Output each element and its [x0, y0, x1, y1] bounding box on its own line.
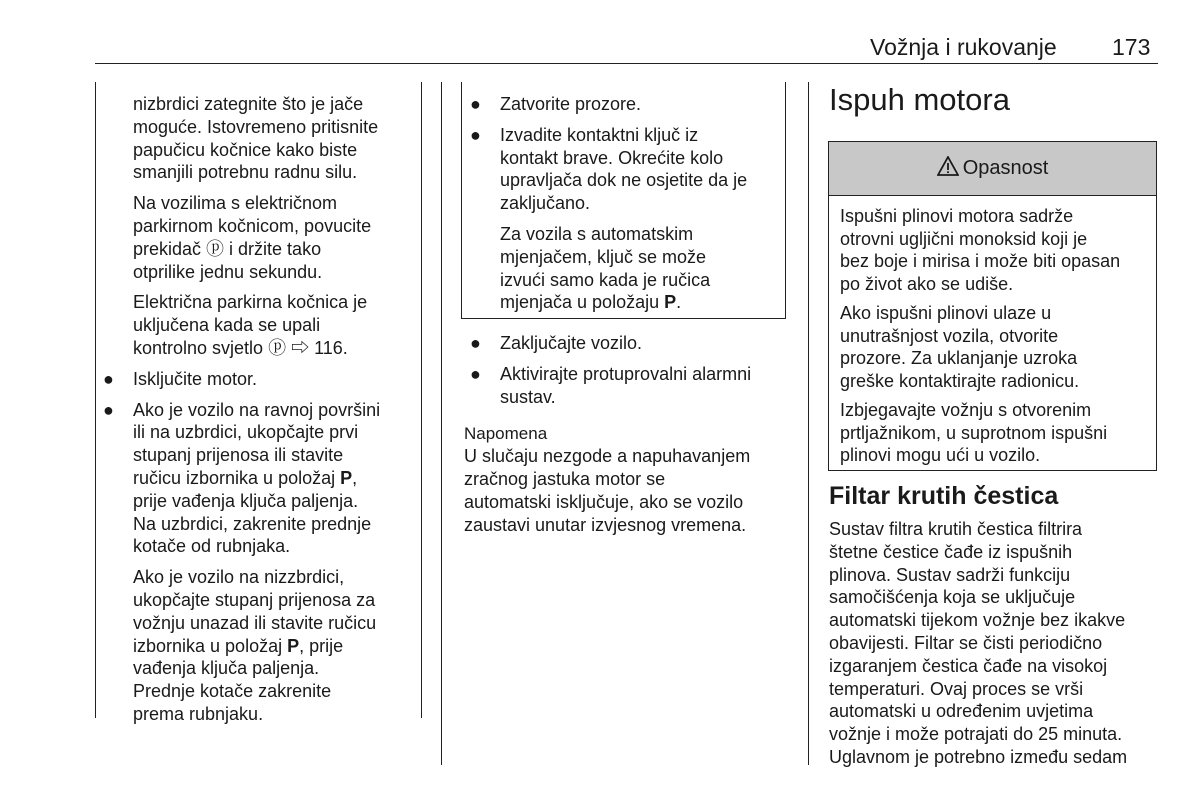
- warning-paragraph: Ispušni plinovi motora sadrže otrovni ugljični monoksid koji je bez boje i mirisa i može biti opasan po život ako se udiše.: [840, 206, 1121, 294]
- column-2: [464, 93, 794, 537]
- warning-icon: [937, 156, 959, 182]
- warning-box: [828, 141, 1157, 471]
- page-number: 173: [1112, 34, 1151, 60]
- list-item: ● Isključite motor.: [103, 368, 258, 389]
- bullet-icon: ●: [103, 399, 114, 420]
- bullet-icon: ●: [470, 333, 481, 354]
- column-1: [97, 93, 417, 734]
- warning-title: Opasnost: [962, 157, 1049, 179]
- section-heading: Ispuh motora: [829, 82, 1010, 117]
- list-item: ● Zatvorite prozore.: [470, 94, 642, 114]
- paragraph-automatic-key: Za vozila s automatskim mjenjačem, ključ se može izvući samo kada je ručica mjenjača u položaju P.: [500, 223, 711, 313]
- paragraph-electric-parking-brake: Na vozilima s električnom parkirnom kočnicom, povucite prekidač ⓟ i držite tako otprilike jednu sekundu.: [133, 193, 372, 282]
- paragraph-control-light: Električna parkirna kočnica je uključena kada se upali kontrolno svjetlo ⓟ ⇨ 116.: [133, 292, 368, 358]
- warning-paragraph: Ako ispušni plinovi ulaze u unutrašnjost vozila, otvorite prozore. Za uklanjanje uzroka greške kontaktirajte radionicu.: [840, 303, 1080, 391]
- list-item: ● Izvadite kontaktni ključ iz kontakt brave. Okrećite kolo upravljača dok ne osjetite da je zaključano.: [470, 124, 748, 214]
- list-item: ● Zaključajte vozilo.: [470, 333, 643, 354]
- bullet-icon: ●: [470, 363, 481, 384]
- warning-paragraph: Izbjegavajte vožnju s otvorenim prtljažnikom, u suprotnom ispušni plinovi mogu ući u vozilo.: [840, 400, 1108, 465]
- column-divider-left: [95, 82, 96, 718]
- paragraph-downhill-reverse: Ako je vozilo na nizzbrdici, ukopčajte stupanj prijenosa za vožnju unazad ili stavite ručicu izbornika u položaj P, prije vađenja ključa paljenja. Prednje kotače zakrenite prema rubnjaku.: [133, 567, 377, 724]
- paragraph-downhill-brake: nizbrdici zategnite što je jače moguće. Istovremeno pritisnite papučicu kočnice kako biste smanjili potrebnu radnu silu.: [133, 94, 379, 183]
- particle-filter-text: Sustav filtra krutih čestica filtrira štetne čestice čađe iz ispušnih plinova. Sustav sadrži funkciju samočišćenja koja se uključuje automatski tijekom vožnje bez ikakve obavijesti. Filtar se čisti periodično izgaranjem čestica čađe na visokoj temperaturi. Ovaj proces se vrši automatski u određenim uvjetima vožnje i može potrajati do 25 minuta. Uglavnom je potrebno između sedam: [829, 519, 1128, 767]
- box-left-border: [461, 82, 462, 319]
- note-title: Napomena: [464, 423, 548, 443]
- column-divider-middle: [441, 82, 442, 765]
- list-item: ● Ako je vozilo na ravnoj površini ili na uzbrdici, ukopčajte prvi stupanj prijenosa ili stavite ručicu izbornika u položaj P, prije vađenja ključa paljenja. Na uzbrdici, zakrenite prednje kotače od rubnjaka.: [103, 399, 381, 557]
- bullet-icon: ●: [103, 368, 114, 389]
- column-divider-box-left: [421, 82, 422, 718]
- header-rule: [95, 63, 1158, 64]
- page-header-title: Vožnja i rukovanje: [870, 34, 1057, 60]
- note-text: U slučaju nezgode a napuhavanjem zračnog jastuka motor se automatski isključuje, ako se vozilo zaustavi unutar izvjesnog vremena.: [464, 446, 751, 535]
- bullet-icon: ●: [470, 94, 481, 114]
- column-divider-right: [808, 82, 809, 765]
- bullet-icon: ●: [470, 124, 481, 145]
- subsection-heading: Filtar krutih čestica: [829, 482, 1059, 510]
- list-item: ● Aktivirajte protuprovalni alarmni sustav.: [470, 363, 752, 407]
- warning-header: [829, 142, 1156, 196]
